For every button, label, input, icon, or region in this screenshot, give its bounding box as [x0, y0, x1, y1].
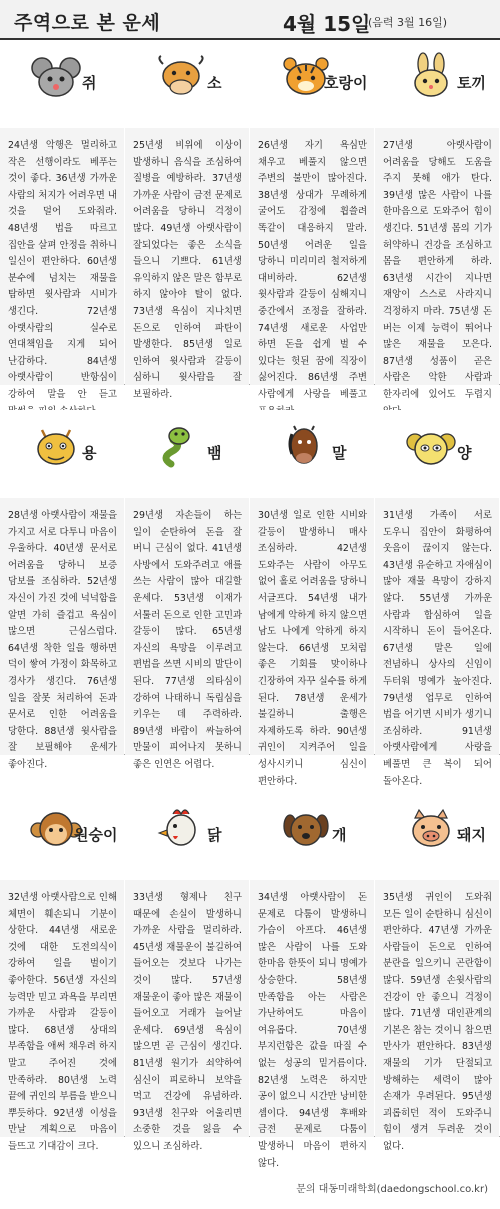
zodiac-row-3 [0, 792, 500, 1169]
rooster-icon [153, 806, 209, 852]
animal-name: 소 [207, 74, 222, 92]
page-title: 주역으로 본 운세 [14, 12, 161, 34]
snake-icon [153, 424, 209, 470]
pig-icon [403, 806, 459, 852]
fortune-text: 24년생 악행은 멀리하고 작은 선행이라도 베푸는 것이 좋다. 36년생 가까운 사람의 처지가 어려우면 내 것을 덜어 도와줘라. 48년생 법을 따르고 집안을 살펴 안정을 취하니 일신이 편안하다. 60년생 분수에 넘치는 재물을 탐하면 윗사람과 시비가 생긴다. 72년생 아랫사람의 실수로 연대책임을 지게 되어 난감하다. 84년생 아랫사람이 반항심이 강하여 말을 안 듣고 [0, 128, 124, 385]
animal-header [125, 792, 249, 880]
animal-header [0, 410, 124, 498]
animal-header [250, 792, 374, 880]
fortune-text: 31년생 가족이 서로 도우니 집안이 화평하여 웃음이 끊이지 않는다. 43년생 유순하고 자애심이 많아 재물 욕망이 강하지 않다. 55년생 가까운 사람과 합심하여 일을 시작하니 돈이 들어온다. 67년생 말은 일에 전념하니 상사의 신임이 두터워 명예가 높아진다. 79년생 업무로 인하여 법을 어기면 시비가 생기니 조심하라. 91년생 아랫사람에게 사랑을 베풀면 큰 복이 되어 돌아온다. [375, 498, 499, 755]
animal-header [250, 40, 374, 128]
zodiac-cell-monkey [0, 792, 124, 1152]
animal-header [250, 410, 374, 498]
animal-name: 용 [82, 444, 97, 462]
page-header [0, 0, 500, 40]
zodiac-row-2 [0, 410, 500, 787]
zodiac-cell-horse [250, 410, 374, 787]
zodiac-cell-ox [125, 40, 249, 400]
sheep-icon [403, 424, 459, 470]
animal-header [125, 40, 249, 128]
fortune-text: 34년생 아랫사람이 돈 문제로 다툼이 발생하니 가슴이 아프다. 46년생 많은 사람이 나를 도와 한마음 한뜻이 되니 명예가 상승한다. 58년생 만족함을 아는 사람은 가난하여도 마음이 여유롭다. 70년생 부지런함은 값을 따질 수 없는 성공의 밑거름이다. 82년생 노력은 하지만 공이 없으니 시간만 낭비한 셈이다. 94년생 후배와 금전 문제로 다툼이 발생하니 마음이 편하지 않다. [250, 880, 374, 1137]
fortune-text: 25년생 비위에 이상이 발생하니 음식을 조심하여 질병을 예방하라. 37년생 가까운 사람이 금전 문제로 어려움을 당하니 걱정이 많다. 49년생 아랫사람이 잘되었다는 좋은 소식을 들으니 기쁘다. 61년생 유익하지 않은 말은 함부로 하지 않아야 탈이 없다. 73년생 욕심이 지나치면 돈으로 인하여 파탄이 발생한다. 85년생 일로 인하여 윗사람과 갈등이 심하니 윗사람을 잘 보필하라. [125, 128, 249, 385]
zodiac-cell-tiger [250, 40, 374, 400]
fortune-text: 29년생 자손들이 하는 일이 순탄하여 돈을 잘 버니 근심이 없다. 41년생 사방에서 도와주려고 애를 쓰는 사람이 많아 대길할 운세다. 53년생 이재가 서툴러 돈으로 인한 고민과 갈등이 많다. 65년생 자신의 욕망을 이루려고 편법을 쓰면 시비의 발단이 된다. 77년생 의타심이 강하여 나태하니 독립심을 키우는 데 주력하라. 89년생 바람이 싸늘하여 만물이 피어나지 못하니 좋은 인연은 어렵다. [125, 498, 249, 755]
animal-name: 토끼 [457, 74, 486, 92]
animal-header [125, 410, 249, 498]
fortune-text: 28년생 아랫사람이 재물을 가지고 서로 다투니 마음이 우울하다. 40년생 문서로 어려움을 당하니 보증 담보를 조심하라. 52년생 자신이 가진 것에 넉넉함을 알면 가히 즐겁고 욕심이 많으면 근심스럽다. 64년생 착한 일을 행하면 덕이 쌓여 가정이 화목하고 경사가 생긴다. 76년생 일을 잘못 처리하여 돈과 문서로 인한 어려움을 당한다. 88년생 윗사람을 잘 보필해야 운세가 좋아진다. [0, 498, 124, 755]
animal-name: 닭 [207, 826, 222, 844]
ox-icon [153, 54, 209, 100]
animal-name: 개 [332, 826, 347, 844]
fortune-text: 35년생 귀인이 도와줘 모든 일이 순탄하니 심신이 편안하다. 47년생 가까운 사람들이 돈으로 인하여 분란을 일으키니 곤란함이 많다. 59년생 손윗사람의 건강이 안 좋으니 걱정이 많다. 71년생 대인관계의 기본은 참는 것이니 참으면 만사가 편안하다. 83년생 재물의 기가 단절되고 방해하는 세력이 많아 손재가 우려된다. 95년생 괴롭히던 적이 도와주니 힘이 생겨 두려운 것이 없다. [375, 880, 499, 1137]
animal-name: 호랑이 [324, 74, 368, 92]
fortune-text: 30년생 일로 인한 시비와 갈등이 발생하니 매사 조심하라. 42년생 도와주는 사람이 아무도 없어 홀로 어려움을 당하니 서글프다. 54년생 내가 남에게 악하게 하지 않으면 남도 나에게 악하게 하지 않는다. 66년생 모처럼 좋은 기회를 맞이하나 긴장하여 자꾸 실수를 하게 된다. 78년생 운세가 불길하니 출행은 자제하도록 하라. 90년생 귀인이 지켜주어 일을 성사시키니 심신이 편안하다. [250, 498, 374, 755]
animal-header [0, 792, 124, 880]
rabbit-icon [403, 54, 459, 100]
footer-contact: 문의 대동미래학회(daedongschool.co.kr) [296, 1184, 488, 1195]
zodiac-cell-rat [0, 40, 124, 400]
animal-header [375, 410, 499, 498]
fortune-text: 26년생 자기 욕심만 채우고 베풀지 않으면 주변의 불만이 많아진다. 38년생 상대가 무례하게 굴어도 감정에 휩쓸려 똑같이 대응하지 말라. 50년생 어려운 일을 당하니 미리미리 철저하게 대비하라. 62년생 윗사람과 갈등이 심해지니 중간에서 조정을 잘하라. 74년생 새로운 사업만 하면 돈을 쉽게 벌 수 있다는 헛된 꿈에 직장이 싫어진다. 86년생 주변 사람에게 사랑을 베풀고 [250, 128, 374, 385]
zodiac-cell-dragon [0, 410, 124, 770]
fortune-text: 33년생 형제나 친구 때문에 손실이 발생하니 가까운 사람을 멀리하라. 45년생 재물운이 불길하여 들어오는 것보다 나가는 것이 많다. 57년생 재물운이 좋아 많은 재물이 들어오고 거래가 늘어날 운세다. 69년생 욕심이 많으면 곧 근심이 생긴다. 81년생 원기가 쇠약하여 심신이 피로하니 보약을 먹고 건강에 유념하라. 93년생 친구와 어울리면 소중한 것을 잃을 수 있으니 조심하라. [125, 880, 249, 1137]
zodiac-cell-rabbit [375, 40, 499, 400]
zodiac-cell-pig [375, 792, 499, 1152]
zodiac-cell-dog [250, 792, 374, 1169]
animal-name: 쥐 [82, 74, 97, 92]
date-label: 4월 15일 [283, 12, 371, 36]
animal-header [0, 40, 124, 128]
fortune-text: 32년생 아랫사람으로 인해 체면이 훼손되니 기분이 상한다. 44년생 새로운 것에 대한 도전의식이 강하여 일을 벌이기 좋아한다. 56년생 자신의 능력만 믿고 과욕을 부리면 가까운 사람과 갈등이 많다. 68년생 상대의 부족함을 애써 채우려 하지 말고 주어진 것에 만족하라. 80년생 노력 끝에 귀인의 부름을 받으니 뿌듯하다. 92년생 이성을 만날 계획으로 마음이 들뜨고 기대감이 크다. [0, 880, 124, 1137]
lunar-date-label: (음력 3월 16일) [368, 16, 448, 29]
horse-icon [278, 424, 334, 470]
zodiac-cell-rooster [125, 792, 249, 1152]
rat-icon [28, 54, 84, 100]
animal-name: 말 [332, 444, 347, 462]
fortune-text: 27년생 아랫사람이 어려움을 당해도 도움을 주지 못해 애가 탄다. 39년생 많은 사람이 나를 한마음으로 도와주어 힘이 생긴다. 51년생 몸의 기가 허약하니 건강을 조심하고 몸을 편안하게 하라. 63년생 시간이 지나면 재앙이 스스로 사라지니 걱정하지 마라. 75년생 돈 버는 이제 능력이 뛰어나 많은 재물을 모은다. 87년생 성품이 곧은 사람은 악한 사람과 한자리에 있어도 두렵지 [375, 128, 499, 385]
animal-header [375, 792, 499, 880]
dragon-icon [28, 424, 84, 470]
animal-name: 원숭이 [74, 826, 118, 844]
animal-name: 양 [457, 444, 472, 462]
zodiac-cell-sheep [375, 410, 499, 787]
zodiac-row-1 [0, 40, 500, 400]
animal-name: 뱀 [207, 444, 222, 462]
animal-header [375, 40, 499, 128]
zodiac-cell-snake [125, 410, 249, 770]
dog-icon [278, 806, 334, 852]
animal-name: 돼지 [457, 826, 486, 844]
